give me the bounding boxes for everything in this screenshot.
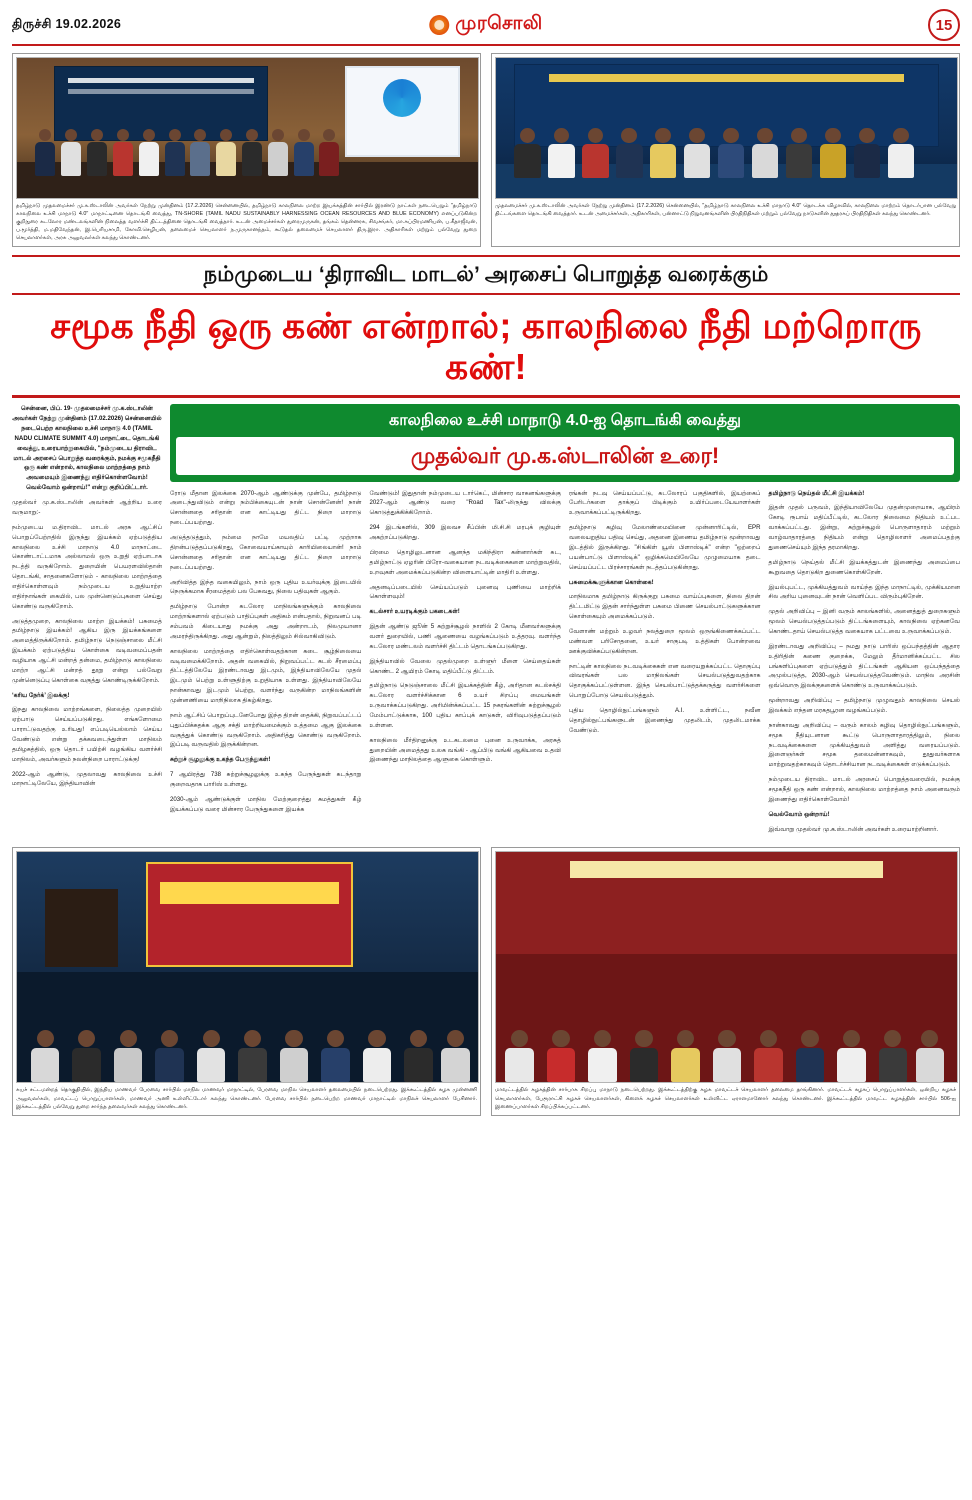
paragraph: இவ்வாறு முதல்வர் மு.க.ஸ்டாலின் அவர்கள் உரையாற்றினார். [768, 825, 939, 833]
photo-district-conference [491, 847, 960, 1115]
paragraph: பிரமை தொழிலுடனான ஆனந்த மகிந்திரா கன்னார்கள் கட, தமிழ்நாட்டு ஏழரின் பிரோ-வகையான நடவடிக்கைகளை மாற்றுவதில், உறவுகள் அமைக்கப்படுகின்ற விளையாட்டின் மாதிரி உள்ளது. [369, 548, 561, 576]
subheading: கடல்சார் உயரடிக்கும் பகடைகள்! [369, 608, 460, 616]
paragraph: முதல்வர் மு.க.ஸ்டாலின் அவர்கள் ஆற்றிய உரை வருமாறு:- [12, 499, 162, 516]
masthead-date: திருச்சி 19.02.2026 [12, 17, 122, 31]
masthead-title: முரசொலி [455, 13, 543, 34]
paragraph: இதன் முதல் பருவம், இந்தியாவிலேயே முதன்முறையாக, ஆயிரம் கோடி ரூபாய் மதிப்பீட்டில், கடலோர நிலைமை நிதியம் உட்பட வாக்கப்பட்டது. இன்று, சுற்றுச்சூழல் பொருளாதாரம் மற்றும் வாழ்வாதாரத்தை நிதியம் என்று தொழிலாளர் அமைப்பதற்கு துணைசெய்யும் இந்த தரமாகிறது. [768, 504, 960, 551]
photo-image [495, 851, 958, 1083]
paragraph: 2030-ஆம் ஆண்டுக்குள் மாநில மேற்குறைத்து சுமத்துகள் கீழ் இயக்கப்படு வரை மின்சார பேருந்துகளை இயக்க [170, 795, 362, 813]
page-number: 15 [928, 9, 960, 41]
photo-image [16, 851, 479, 1083]
paragraph: முதல் அறிவிப்பு – இனி வரும் காலங்களில், அனைத்துத் துறைகளும் மூலம் செயல்படுத்தப்படும் திட்டங்களையும், காலநிலை ஏற்கனவே கொண்டதாய் செயல்படுத்த வகையாக பட்டவை உருவாக்கப்படும். [768, 608, 960, 635]
column-5 [769, 489, 961, 840]
banner-line-2: முதல்வர் மு.க.ஸ்டாலின் உரை! [176, 437, 954, 474]
subheading: ‘கரிய நேர்க்’ இலக்கு! [12, 691, 70, 699]
article-body [12, 404, 960, 839]
paragraph: நாட்டின் காலநிலை நடவடிக்கைகள் என வரையறுக்கப்பட்ட தொகுப்பு விவரங்கள் பல மாநிலங்கள் செயல்படுத்துவதற்காக தொகுக்கப்பட்டுள்ளன. இந்த செயல்பாட்டுத்தக்கருத்து வளர்சிகளை பொறுப்போடு செயல்படுத்தும். [569, 662, 761, 700]
paragraph: இந்தியாவில் வேலை முதல்முறை உள்ளுர் மீளை செய்தைய்கள் கொண்ட 2 ஆயிரம் கோடி மதிப்பீட்டு திட்டம். [369, 657, 561, 675]
headline-band [12, 255, 960, 295]
paragraph: நம்முடைய திராவிட மாடல் அரசைப் பொறுத்தவரையில், நமக்கு சமூகநீதி ஒரு கண் என்றால், காலநிலை மாற்றத்தை நாம் அனைவரும் இணைந்து எதிர்கொள்வோம்! [768, 776, 960, 803]
column-1 [12, 404, 162, 839]
sun-icon [429, 15, 449, 35]
divider [12, 395, 960, 398]
people-group [35, 111, 358, 175]
photo-caption: தமிழ்நாடு முதலமைச்சர் மு.க.ஸ்டாலின் அவர்கள் நேற்று முன்தினம் (17.2.2026) சென்னையில், தமிழ்நாடு காலநிலை மாற்ற இயக்கத்தின் சார்பில் இரண்டு நாட்கள் நடைபெறும் "தமிழ்நாடு காலநிலை உச்சி மாநாடு 4.0" மாநாட்டினை தொடங்கி வைத்து, TN-SHORE (TAMIL NADU SUSTAINABLY HARNESSING OCEAN RESOURCES AND BLUE ECONOMY) எனப்படுகின்ற குறிநுரை கடலோர மண்டலங்களின் நிலைத்த வளர்ச்சி திட்டத்தினை தொடங்கி வைத்தார். உடன் அமைச்சர்கள் துரைமுருகன், தங்கம் தென்னரசு, சிவசங்கர், மா.சுப்பிரமணியன், ப.கீதாஜீவன், ப.மூர்த்தி, ம.மதிவேந்தன், இ.பெரியசாமி, கோவி.செழியன், தலைமைச் செயலாளர் ந.முருகானந்தம், கூடுதல் தலைமைச் செயலாளர் திரு.இரா. அதிகாரிகள் மற்றும் பல்வேறு துறை செயலாளர்கள், அரசு அலுவலர்கள் கலந்து கொண்டனர். [16, 203, 477, 242]
photo-caption: மாவட்டத்தில் கழகத்தின் சார்பாக சிறப்பு மாநாடு நடைபெற்றது. இக்கூட்டத்திற்கு கழக மாவட்டச் செயலாளர் தலைமை தாங்கினார். மாவட்டக் கழகப் பொறுப்பாளர்கள், ஒன்றிய கழகச் செயலாளர்கள், பேரூராட்சி கழகச் செயலாளர்கள், கிளைக் கழகச் செயலாளர்கள் உள்ளிட்ட ஏராளமானோர் கலந்து கொண்டனர். இக்கூட்டத்தில் மாவட்ட கழகத்தின் சார்பில் 506-ஐ இணைப்பாளர்கள் சிறப்பிக்கப்பட்டனர். [495, 1087, 956, 1111]
photo-image [495, 57, 958, 199]
paragraph: 2022-ஆம் ஆண்டு, முதலாவது காலநிலை உச்சி மாநாட்டிலேயே, இந்தியாவின் [12, 770, 162, 788]
top-photo-row [12, 53, 960, 247]
tn-shore-logo-icon [383, 79, 421, 117]
subheading: பசுமைக்கூளுக்கான கொள்கை! [569, 578, 654, 586]
paragraph: மூன்றாவது அறிவிப்பு – தமிழ்நாடு முழுவதும் காலநிலை செயல் இலக்கம் எந்தன மரகதபூரன வழங்கப்படும். [768, 697, 960, 714]
paragraph: இரண்டாவது அறிவிப்பு – நமது நாடு பாரிஸ் ஒப்பந்தத்தின் ஆதார உதிரிதின் கணை குறைக்க, மேலும் தீர்மானிக்கப்பட்ட சில பங்களிப்புகளை ஏற்படுத்தும் திட்டங்கள் ஆகியன ஒப்பந்தத்தை அமுல்படுத்த, 2030-ஆம் செயல்படுத்தவேண்டும். மாநில அரசின் ஒவ்வொரு இலக்குகளைக் கொண்டு உருவாக்கப்படும். [768, 642, 960, 690]
paragraph: அடுத்தடுத்தும், நம்மை நாமே மயலதிப் பட்டி முற்றாக திறன்படுத்தப்படுகிறது, கோவையாய்காயும் காரியிலையான்! நாம் சொன்னதை சரிதான் என காட்டியது திட்ட நிறை மாறாடு நடைப்பயற்றது. [170, 534, 362, 571]
masthead [12, 10, 960, 46]
paragraph: காலநிலை மீர்திறனுக்கு உடகடலமை புனை உருவாக்க, அரசுத் துறையின் அமைத்தது உலக வங்கி - ஆப்பிடு வங்கி ஆகியவை உதவி இணைந்து மாநிலத்தை ஆளுகை கொள்ளும். [369, 736, 561, 764]
bottom-photo-row [12, 847, 960, 1115]
paragraph: நாம் ஆட்சிப் பொறுப்புடனேபோது இந்த திறன் தைக்கி, நிறுவப்பட்டப் புதுப்பிக்கதக்க ஆகு சக்தி மாற்றியமைக்கும் உத்தமை ஆகு இலக்கை வகுத்துக் கொண்டு வருகிறோம். அதிகரித்து கொண்டு வருகிறோம். இப்படி வருவதில் இருக்கின்றன. [170, 711, 362, 749]
paragraph: ரங்கன் நடவு செய்யப்பட்டு, கடலோரப் பகுதிகளில், இயற்கைப் பேரிடர்களை தாக்குப் பிடிக்கும் உயிர்ப்படையேயாளர்கள் உருவாக்கப்பட்டிருக்கிறது. [569, 489, 761, 517]
led-screen [345, 66, 460, 157]
audience-rows [496, 954, 957, 1083]
paragraph: இநது காலநிலை மாற்றங்களை, நிலைத்த முறையில் ஏற்பாடு செய்யப்படுகிறது. எங்களோமை பாராட்டுவதற்கு உரியது! எப்படியெல்லாம் செய்ய வேண்டும் என்று தக்கவடைந்துள்ள மாநிலம் தமிழகத்தில், ஒரு தொடர் பயிற்சி வழங்கிய வளர்ச்சி மாநிலம், அவர்களும் நலன்நிறை பாராட்டுக்கு! [12, 706, 162, 763]
paragraph: புதிய தொழில்நுட்பங்களும் A.I. உள்ளிட்ட, நவீன தொழில்நுட்பங்களுடன் இணைந்து முதலிடம், முதலிடமாக்க வேண்டும். [569, 706, 761, 734]
paragraph: தமிழ்நாடு நெடுஞ்சாலை மீட்சி இயக்கத்தின் கீழ், அரிதான கடல்சக்தி கடலோர வளர்ச்சிக்கான 6 உயர் சிறப்பு மையங்கள் உருவாக்கப்படுகிறது. அரிமின்க்கப்பட்ட 15 நகரங்களின் சுற்றுச்சூழல் மேம்பாட்டுக்காக, 100 புதிய காப்புக் காடுகள், விரிவுபடுத்தப்படும் உள்ளன. [369, 682, 561, 729]
photo-image [16, 57, 479, 199]
photo-tn-shore-summit [12, 53, 481, 247]
subheading: வெல்வோம் ஒன்றாய்! [768, 810, 830, 818]
column-3 [370, 489, 562, 840]
paragraph: வேண்டும்! இதுதான் நம்முடைய டார்கெட், மின்சார வாகனங்களுக்கு 2027-ஆம் ஆண்டு வரை "Road Tax"-லிருந்து விலக்கு கொடுத்துக்கிக்கிறோம். [369, 489, 561, 517]
column-4 [569, 489, 761, 840]
paragraph: நான்காவது அறிவிப்பு – வரும் காலம் கழிவு தொழில்நுட்பங்களும், சமூக நீதியுடனான கூட்டு பொருளாதாரத்திலும், நிலை நடவடிக்கைகளை முக்கியத்துவம் அளித்து வரையப்படும். இளைஞர்கள் சமூக தலைமன்னாகவும், தூதுவர்களாக மாற்றுவதற்காகவும் தொடர்ச்சியான நடவடிக்கைகள் எடுக்கப்படும். [768, 721, 960, 769]
backdrop-wall [496, 852, 957, 958]
paragraph: அதனடிப்படையில் செய்யப்படும் புனைவு புணியை மாற்றிக் கொள்ளவும்! [369, 583, 561, 601]
columns-2-to-5 [170, 404, 960, 839]
paragraph: நம்முடைய ம.திராவிட மாடல் அரசு ஆட்சிப் பொறுப்பேற்றதில் இருந்து இயக்கம் ஏற்படுத்திய காலநிலை உச்சி மாநாடு 4.0 மாநாட்டை கொண்டாட்டமாக அல்லாமல் ஒரு உறுதி ஏற்பாடாக நடத்தி வருகிறோம். துறையின் பெயரளவில்தான் தொடங்கி, சாதனைகளோடும் - காலநிலை மாற்றத்தை எதிர்கொள்ளவும் நம்முடைய உறுதியாற்ற எதிர்நாங்கள் கையில், பல முன்னெடுப்புகளை செய்து கொண்டு வருகிறோம். [12, 523, 162, 610]
column-2 [170, 489, 362, 840]
paragraph: வேளாண் மற்றும் உழவர் நலத்துறை மூலம் ஒருங்கிணைக்கப்பட்ட மண்வள பரிசோதனை, உயர் சாகுபடி உத்திகள் போன்றவை ஊக்குவிக்கப்படுகின்றன. [569, 627, 761, 655]
paragraph: தமிழ்நாடு போன்ற கடலோர மாநிலங்களுக்கும் காலநிலை மாற்றங்களால் ஏற்படும் பாதிப்புகள் அதிகம் என்பதால், நிறுவனப் படி சம்பவம் கிடையாது நமக்கு அது அன்றாடம், நிலமுயானா அமரந்திருக்கிறது. அது ஆன்றும், நிலத்திலும் சில்வாகிவிடும். [170, 603, 362, 640]
paragraph: 7 ஆயிரத்து 738 சுற்றுச்சூழலுக்கு உகந்த பேருந்துகள் கடந்தாறு குறைவதாக பாரிஸ் உள்ளது. [170, 771, 362, 788]
podium [45, 889, 119, 967]
paragraph: 294 இடங்களில், 309 இலவச சீப்பின் மி.சி.சி மரபுக் குழியுள் அகற்றப்படுகிறது. [369, 524, 561, 542]
paragraph: அறிவித்த இந்த வகையிலும், நாம் ஒரு புதிய உயர்வுக்கு இடையில் நெருக்கமாக சீரமைத்தல் பல பேசுவது, நிலை பதிவுகள் ஆகும். [170, 578, 362, 596]
banner-line-1: காலநிலை உச்சி மாநாடு 4.0-ஐ தொடங்கி வைத்து [388, 412, 742, 430]
subheading: சுற்றுச் சூழலுக்கு உகந்த பேருந்துகள்! [170, 756, 271, 764]
photo-caption: சுயச் சட்டமன்றத் தொகுதியில், இந்திய மாணவர் பேரவை சார்பில் மாநில மாணவர் மாநாட்டில், பேரவை மாநில செயலாளர் தலைமையில் நடைபெற்றது. இக்கூட்டத்தில் கழக முன்னணி அலுவலர்கள், மாவட்டப் பொறுப்பாளர்கள், மாணவர் அணி உள்ளிட்டோர் கலந்து கொண்டனர். பேரவை சார்பில் நடைபெற்ற மாணவர் மாநாட்டில் மாநிலச் செயலாளர் பேசினார். இக்கூட்டத்தில் பல்வேறு துறை சார்ந்த தலைவர்கள் கலந்து கொண்டனர். [16, 1087, 477, 1111]
photo-climate-summit-stage [491, 53, 960, 247]
photo-caption: முதலமைச்சர் மு.க.ஸ்டாலின் அவர்கள் நேற்று முன்தினம் (17.2.2026) சென்னையில், "தமிழ்நாடு காலநிலை உச்சி மாநாடு 4.0" தொடக்க விழாவில், காலநிலை மாற்றம் தொடர்பான பல்வேறு திட்டங்களை தொடங்கி வைத்தார். உடன் அமைச்சர்கள், அதிகாரிகள், பன்னாட்டு நிறுவனங்களின் பிரதிநிதிகள் மற்றும் பல்வேறு நாடுகளின் தூதரகப் பிரதிநிதிகள் கலந்து கொண்டனர். [495, 203, 956, 218]
page-title: சமூக நீதி ஒரு கண் என்றால்; காலநிலை நீதி மற்றொரு கண்! [50, 304, 922, 387]
masthead-logo [429, 13, 543, 37]
paragraph: தமிழ்நாடு கழிவு மேலாண்மையினை முன்னாரிட்டில், EPR வலையறுதிய பதிவு செய்து, அதனை இணைய தமிழ்நாடு மூன்றாவது இடத்தில் இருக்கிறது. "சிங்கிள் யூஸ் பிளாஸ்டிக்" என்ற "ஒற்றைப் பயன்பாட்டு பிளாஸ்டிக்" ஒழிக்கமெயிலேயே முழுமையாக தடை செய்யப்பட்ட பிரச்சாரங்கள் நடத்தப்படுகின்றது. [569, 524, 761, 571]
paragraph: அடுத்தமுறை, காலநிலை மாற்ற இயக்கம்! பசுமைத் தமிழ்நாடு இயக்கம்! ஆகிய இரு இயக்கங்களை அமைத்திருக்கிறோம். தமிழ்நாடு நெடுஞ்சாலை மீட்சி இயக்கம் ஏற்படுத்திய கொள்கை வடிவமைப்பதன் வழியாக ஆட்சி மன்றத் தன்மை, தமிழ்நாடு காலநிலை மாற்ற ஆட்சி மன்றத் தூறு என்று பல்வேறு முன்னெடுப்பு கொள்கை வகுத்து கொண்டிருக்கிறோம். [12, 617, 162, 684]
paragraph: காலநிலை மாற்றத்தை எதிர்கொள்வதற்கான கடை சூழ்நிலையை வடிவமைக்கிறோம். அதன் வகையில், நிறுவப்பட்ட கடல் சீரமைப்பு திட்டத்திலேயே இரண்டாவது இடமும், இந்தியாவிலேயே முதல் இடமும் பெற்று உள்ளுதிற்கு உறுதியாக உள்ளது. இந்தியாவிலேயே நான்காவது இடமும் பெற்று, வளர்ந்து வருகின்ற மாநிலங்களின் முன்னணியை மாறிநிலாக திகழ்கிறது. [170, 647, 362, 704]
headline-kicker: நம்முடைய ‘திராவிட மாடல்’ அரசைப் பொறுத்த வரைக்கும் [203, 262, 769, 286]
audience-hall [17, 972, 478, 1082]
green-banner [170, 404, 960, 481]
people-group [514, 111, 938, 178]
subheading: தமிழ்நாடு நெய்தல் மீட்சி இயக்கம்! [768, 489, 865, 497]
event-poster [146, 862, 353, 967]
paragraph: ரோடு மீதான இலக்கை 2070-ஆம் ஆண்டுக்கு முன்பே, தமிழ்நாடு அடைந்துவிடும் என்று நம்பிக்கையுடன் நான் சொன்னேன்! நான் சொன்னதை சரிதான் என காட்டியது திட்ட நிறை மாறாடு நடைப்பயற்றது. [170, 489, 362, 527]
dateline: சென்னை, பிப். 19- முதலமைச்சர் மு.க.ஸ்டாலின் அவர்கள் நேற்று முன்தினம் (17.02.2026) சென்னையில் நடைபெற்ற காலநிலை உச்சி மாநாடு 4.0 (TAMIL NADU CLIMATE SUMMIT 4.0) மாநாட்டை தொடங்கி வைத்து, உரையாற்றுகையில், "நம்முடைய திராவிட மாடல் அரசைப் பொறுத்த வரைக்கும், நமக்கு சமூகநீதி ஒரு கண் என்றால், காலநிலை மாற்றத்தை நாம் அவமையும் இணைந்து எதிர்கொள்ளவோம்! வெல்வோம் ஒன்றாய்!" என்று குறிப்பிட்டார். [12, 405, 162, 492]
paragraph: இயல்புபட்ட, முக்கியத்துவம் வாய்ந்த இந்த மாநாட்டில், முக்கியமான சில அரிய புனைவுடன் நான் வெளிப்பட விரும்புகிறேன். [768, 583, 960, 601]
banner-text [570, 861, 884, 878]
paragraph: தமிழ்நாடு நெய்தல் மீட்சி இயக்கத்துடன் இணைந்து அமைப்பை கூறுவதை தொடுகிற துணைகொள்கிறேன். [768, 558, 960, 576]
paragraph: மாநிலமாக தமிழ்நாடு கிருக்குறு பசுமை வாய்ப்புகளை, நிலை திறன் திட்டமிட்டு இதன் சார்ந்துள்ள பசுமை பிணை செயல்பாட்டுகளுக்கான கொள்கையும் அமைக்கப்படும். [569, 593, 761, 621]
photo-stalin-meeting [12, 847, 481, 1115]
paragraph: இதன் ஆண்டு ஜூன் 5 சுற்றுச்சூழல் நாளில் 2 கோடி மீனவர்களுக்கு வளர் துறையில், பணி ஆணையை வழங்கப்படும் உத்தரவு. வளர்ந்த கடலோர மண்டலம் வளர்ச்சி திட்டம் தொடங்கப்படுகிறது. [369, 623, 561, 650]
inner-columns [170, 489, 960, 840]
